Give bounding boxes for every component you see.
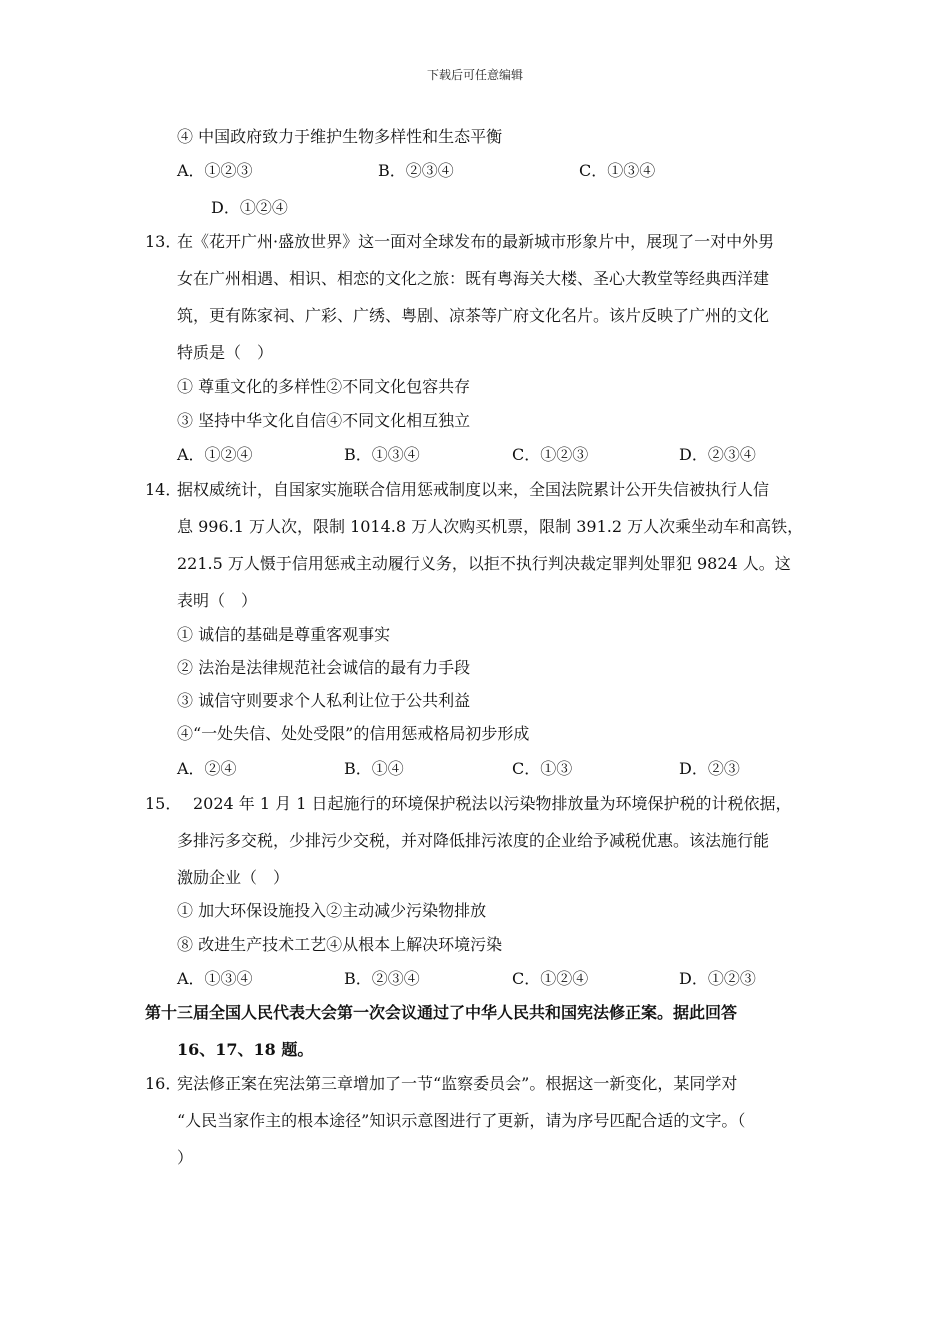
q15-item: ⑧ 改进生产技术工艺④从根本上解决环境污染	[177, 935, 503, 954]
q13-option-a: A．①②④	[177, 445, 253, 464]
q13-stem-line: 特质是（ ）	[177, 343, 274, 362]
q15-option-b: B．②③④	[344, 969, 420, 988]
q12-option-b: B．②③④	[378, 161, 454, 180]
q13-item: ① 尊重文化的多样性②不同文化包容共存	[177, 377, 471, 396]
q16-stem-line: “人民当家作主的根本途径”知识示意图进行了更新，请为序号匹配合适的文字。（	[177, 1111, 746, 1130]
q12-option-d: D．①②④	[211, 198, 288, 217]
q14-stem-line: 表明（ ）	[177, 591, 258, 610]
q14-stem-line: 息 996.1 万人次，限制 1014.8 万人次购买机票，限制 391.2 万人次乘坐动车和高铁，	[177, 517, 804, 536]
q13-stem-line: 女在广州相遇、相识、相恋的文化之旅：既有粤海关大楼、圣心大教堂等经典西洋建	[177, 269, 770, 288]
q16-stem-line: 宪法修正案在宪法第三章增加了一节“监察委员会”。根据这一新变化，某同学对	[177, 1074, 738, 1093]
q15-option-d: D．①②③	[679, 969, 756, 988]
q14-number: 14．	[145, 480, 182, 499]
q14-item: ① 诚信的基础是尊重客观事实	[177, 625, 391, 644]
q14-stem-line: 据权威统计，自国家实施联合信用惩戒制度以来，全国法院累计公开失信被执行人信	[177, 480, 770, 499]
q14-item: ③ 诚信守则要求个人私利让位于公共利益	[177, 691, 471, 710]
q15-stem-line: 激励企业（ ）	[177, 868, 290, 887]
q15-option-a: A．①③④	[177, 969, 253, 988]
q16-number: 16．	[145, 1074, 182, 1093]
q15-option-c: C．①②④	[512, 969, 589, 988]
q15-number: 15．	[145, 794, 182, 813]
q14-item: ④“一处失信、处处受限”的信用惩戒格局初步形成	[177, 724, 530, 743]
q14-option-b: B．①④	[344, 759, 404, 778]
q12-option-c: C．①③④	[579, 161, 656, 180]
q15-stem-line: 2024 年 1 月 1 日起施行的环境保护税法以污染物排放量为环境保护税的计税依据，	[177, 794, 792, 813]
q13-option-c: C．①②③	[512, 445, 589, 464]
q12-option-a: A．①②③	[177, 161, 253, 180]
page-header: 下载后可任意编辑	[426, 68, 523, 82]
q13-option-b: B．①③④	[344, 445, 420, 464]
q13-stem-line: 在《花开广州·盛放世界》这一面对全球发布的最新城市形象片中，展现了一对中外男	[177, 232, 775, 251]
q14-option-a: A．②④	[177, 759, 237, 778]
section-heading-cont: 16、17、18 题。	[177, 1040, 314, 1059]
q14-item: ② 法治是法律规范社会诚信的最有力手段	[177, 658, 471, 677]
q13-stem-line: 筑，更有陈家祠、广彩、广绣、粤剧、凉茶等广府文化名片。该片反映了广州的文化	[177, 306, 770, 325]
q15-stem-line: 多排污多交税，少排污少交税，并对降低排污浓度的企业给予减税优惠。该法施行能	[177, 831, 770, 850]
q13-number: 13．	[145, 232, 182, 251]
q14-option-c: C．①③	[512, 759, 573, 778]
section-heading: 第十三届全国人民代表大会第一次会议通过了中华人民共和国宪法修正案。据此回答	[145, 1003, 738, 1022]
q13-option-d: D．②③④	[679, 445, 756, 464]
q16-stem-line: ）	[177, 1148, 194, 1167]
q15-item: ① 加大环保设施投入②主动减少污染物排放	[177, 901, 487, 920]
q13-item: ③ 坚持中华文化自信④不同文化相互独立	[177, 411, 471, 430]
q14-stem-line: 221.5 万人慑于信用惩戒主动履行义务，以拒不执行判决裁定罪判处罪犯 9824 人。这	[177, 554, 791, 573]
q14-option-d: D．②③	[679, 759, 740, 778]
q12-item-4: ④ 中国政府致力于维护生物多样性和生态平衡	[177, 127, 503, 146]
